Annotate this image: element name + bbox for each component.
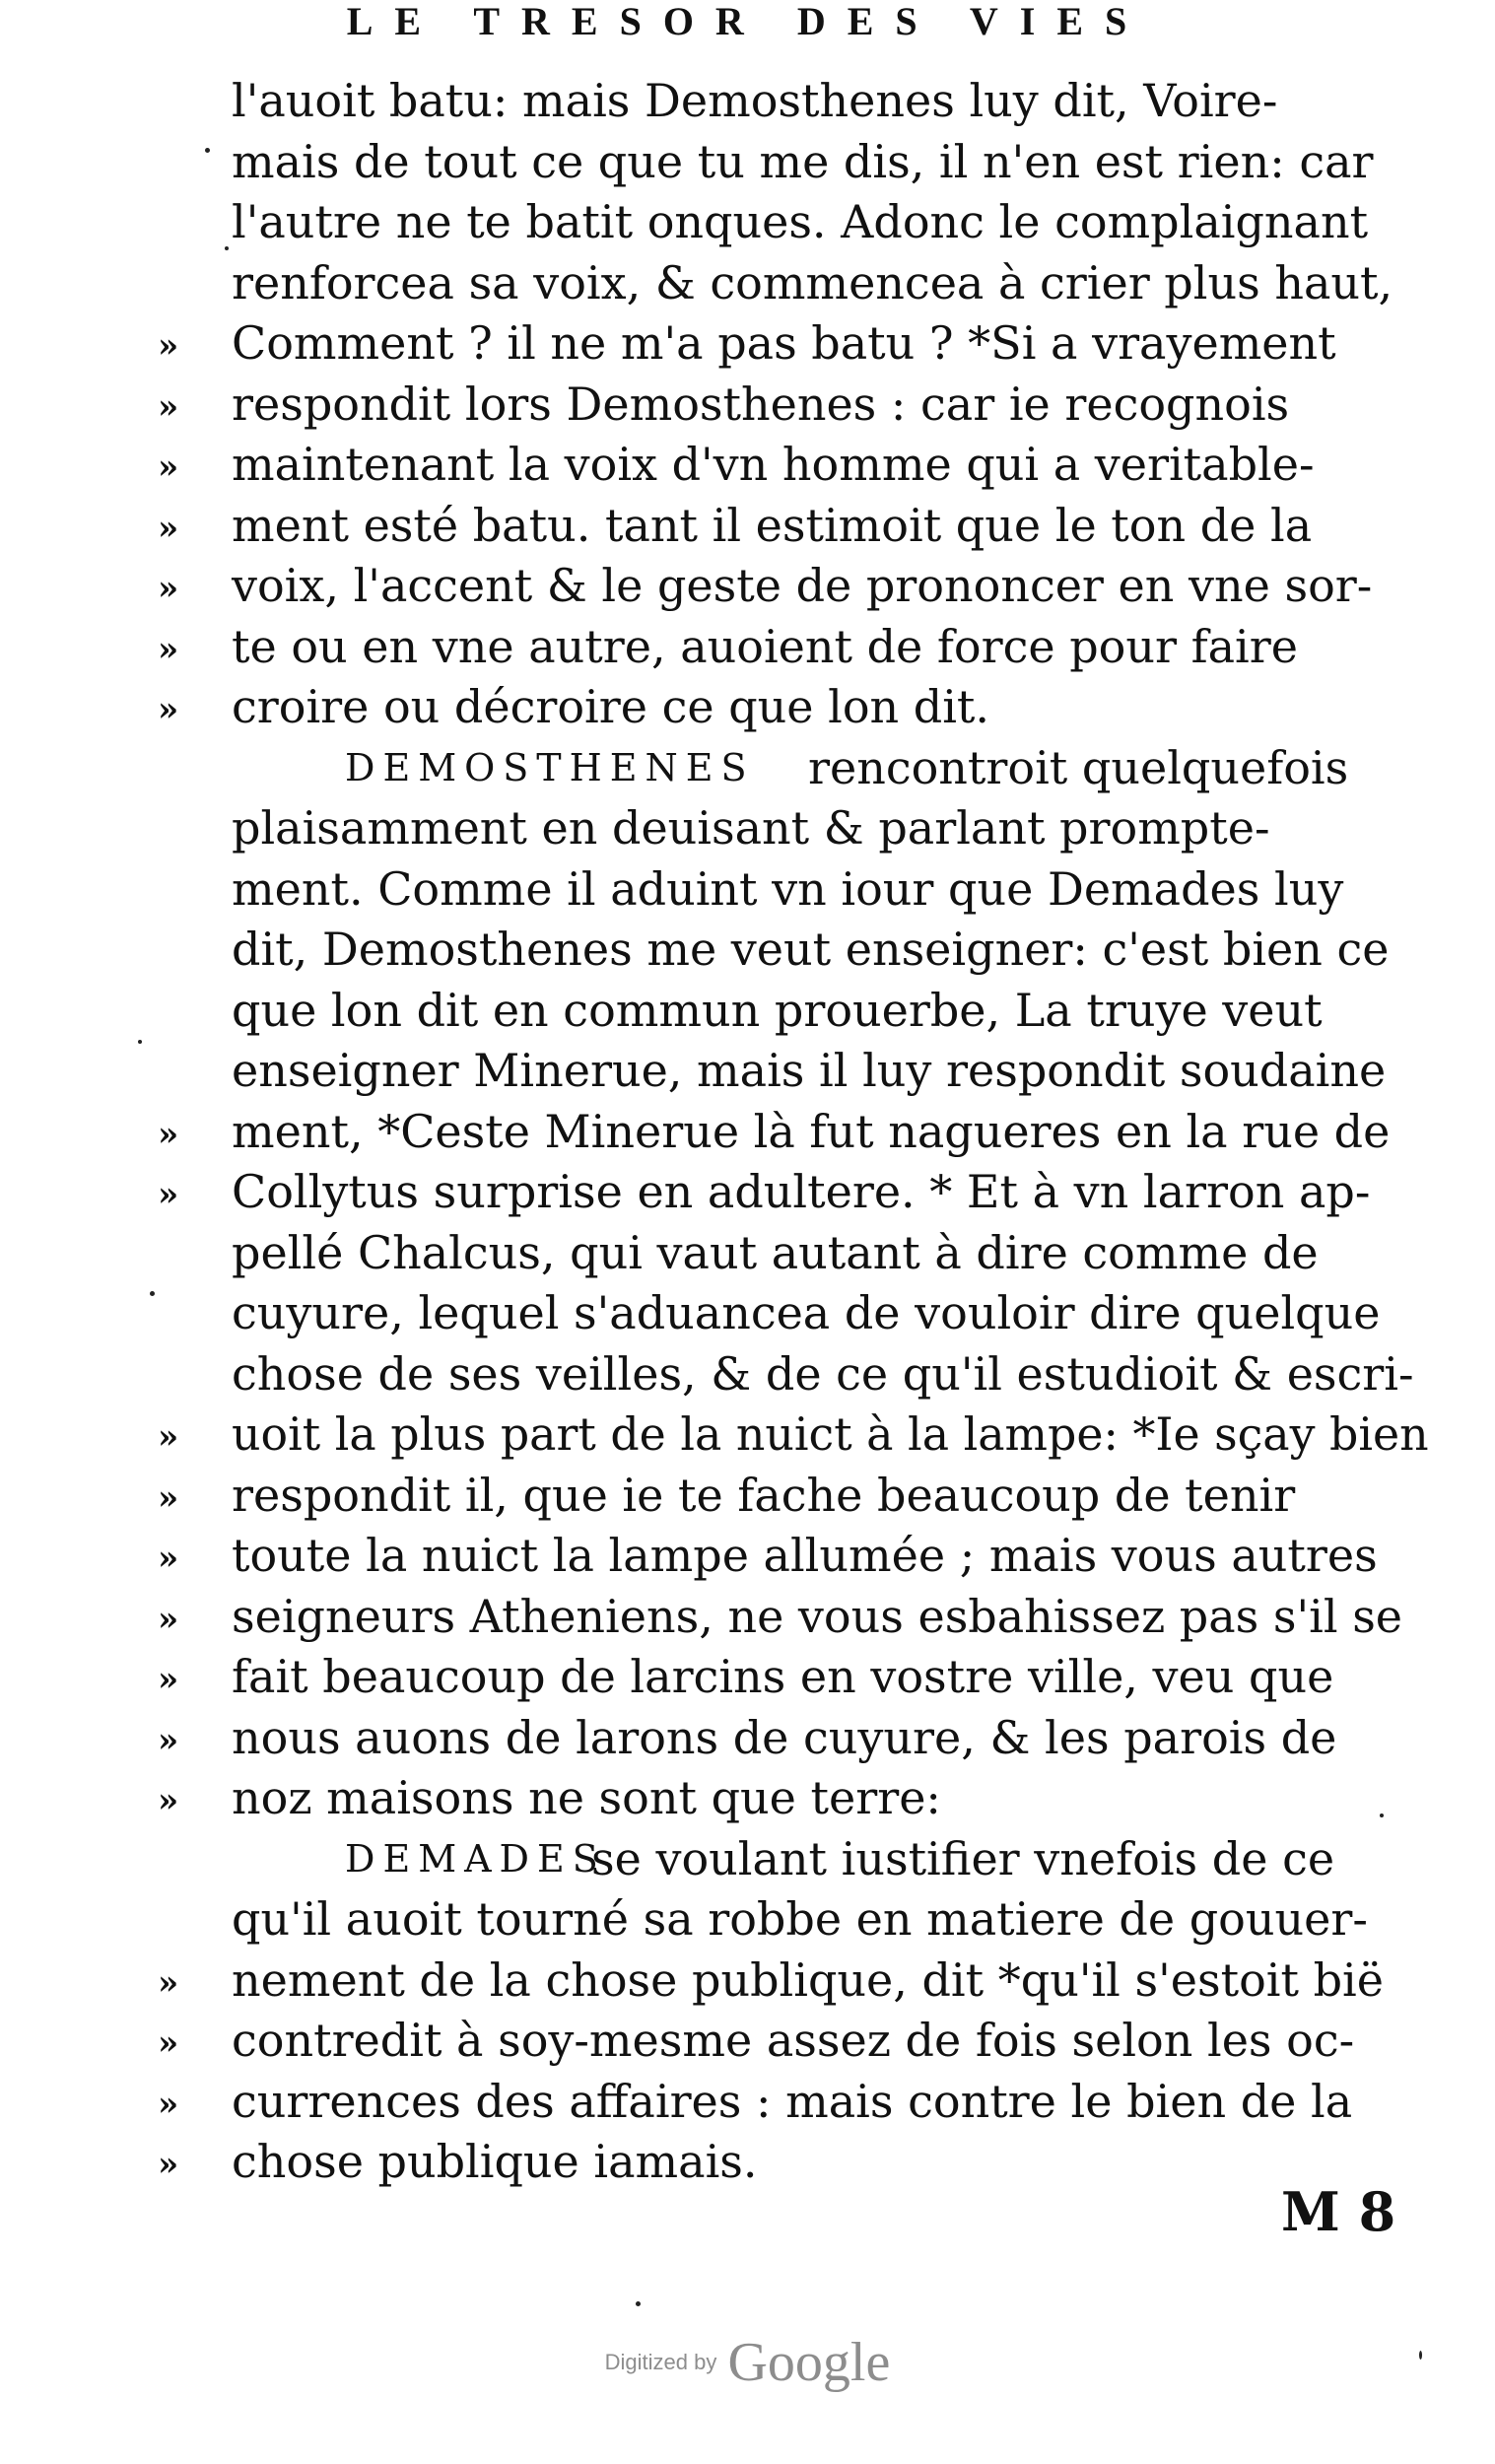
text-line (0, 1283, 1495, 1342)
ink-speck (1380, 1814, 1384, 1817)
text-line (0, 1889, 1495, 1949)
text-line (0, 859, 1495, 919)
attribution-prefix: Digitized by (604, 2350, 717, 2374)
ink-speck (225, 246, 229, 250)
line-text: ment. Comme il aduint vn iour que Demades luy (232, 861, 1344, 916)
ink-speck (138, 1040, 142, 1044)
quote-marker: » (158, 1720, 183, 1760)
line-text: respondit lors Demosthenes : car ie recognois (232, 376, 1290, 431)
text-line (0, 313, 1495, 373)
line-text: renforcea sa voix, & commencea à crier plus haut, (232, 255, 1393, 309)
signature-mark: M 8 (1281, 2180, 1396, 2243)
quote-marker: » (158, 1599, 183, 1639)
text-line (0, 253, 1495, 312)
quote-marker: » (158, 508, 183, 548)
google-logo: Google (727, 2332, 891, 2393)
text-line (0, 192, 1495, 251)
text-line (0, 1951, 1495, 2010)
quote-marker: » (158, 629, 183, 669)
text-line (0, 556, 1495, 615)
text-line (0, 375, 1495, 434)
line-text: te ou en vne autre, auoient de force pour faire (232, 619, 1298, 673)
line-text: nement de la chose publique, dit *qu'il s'estoit bië (232, 1952, 1384, 2007)
line-text: se voulant iustifier vnefois de ce (591, 1831, 1335, 1885)
line-text: fait beaucoup de larcins en vostre ville, veu que (232, 1650, 1334, 1703)
text-line (0, 738, 1495, 797)
line-text: que lon dit en commun prouerbe, La truye veut (232, 983, 1323, 1037)
quote-marker: » (158, 326, 183, 366)
line-text: uoit la plus part de la nuict à la lampe: *Ie sçay bien (232, 1407, 1429, 1461)
line-text: chose publique iamais. (232, 2135, 758, 2188)
line-text: qu'il auoit tourné sa robbe en matiere de gouuer- (232, 1892, 1368, 1946)
line-text: dit, Demosthenes me veut enseigner: c'est bien ce (232, 923, 1390, 976)
text-line (0, 132, 1495, 191)
quote-marker: » (158, 2145, 183, 2184)
line-text: contredit à soy-mesme assez de fois selon les oc- (232, 2014, 1355, 2067)
text-line (0, 1466, 1495, 1525)
text-line (0, 1404, 1495, 1464)
text-line (0, 920, 1495, 979)
quote-marker: » (158, 1417, 183, 1457)
line-text: rencontroit quelquefois (808, 740, 1349, 794)
text-line (0, 1162, 1495, 1221)
line-text: Comment ? il ne m'a pas batu ? *Si a vrayement (232, 316, 1336, 370)
line-text: respondit il, que ie te fache beaucoup de tenir (232, 1468, 1296, 1522)
quote-marker: » (158, 690, 183, 729)
ink-speck (1419, 2351, 1422, 2360)
line-text: toute la nuict la lampe allumée ; mais vous autres (232, 1529, 1378, 1582)
text-line (0, 1223, 1495, 1282)
text-line (0, 981, 1495, 1040)
ink-speck (150, 1291, 155, 1296)
quote-marker: » (158, 1781, 183, 1820)
line-text: maintenant la voix d'vn homme qui a veritable- (232, 438, 1315, 491)
text-line (0, 1587, 1495, 1646)
line-text: voix, l'accent & le geste de prononcer en vne sor- (232, 559, 1373, 612)
line-text: ment, *Ceste Minerue là fut nagueres en la rue de (232, 1104, 1391, 1158)
ink-speck (205, 148, 210, 153)
line-text: cuyure, lequel s'aduancea de vouloir dire quelque (232, 1286, 1381, 1339)
line-text: l'auoit batu: mais Demosthenes luy dit, Voire- (232, 74, 1278, 127)
line-text: nous auons de larons de cuyure, & les parois de (232, 1710, 1337, 1764)
text-line (0, 496, 1495, 555)
line-text: Collytus surprise en adultere. * Et à vn larron ap- (232, 1165, 1371, 1218)
speaker-name: DEMOSTHENES (345, 745, 755, 789)
digitization-attribution (0, 2331, 1495, 2394)
text-line (0, 2011, 1495, 2070)
text-line (0, 798, 1495, 857)
line-text: currences des affaires : mais contre le bien de la (232, 2074, 1353, 2128)
quote-marker: » (158, 1539, 183, 1578)
quote-marker: » (158, 2084, 183, 2124)
line-text: chose de ses veilles, & de ce qu'il estudioit & escri- (232, 1346, 1414, 1401)
line-text: seigneurs Atheniens, ne vous esbahissez pas s'il se (232, 1589, 1403, 1643)
text-line (0, 617, 1495, 676)
running-head: LE TRESOR DES VIES (346, 0, 1149, 43)
line-text: croire ou décroire ce que lon dit. (232, 680, 990, 733)
text-line (0, 1647, 1495, 1706)
text-line (0, 71, 1495, 130)
text-line (0, 677, 1495, 736)
quote-marker: » (158, 1114, 183, 1154)
line-text: pellé Chalcus, qui vaut autant à dire comme de (232, 1225, 1319, 1279)
quote-marker: » (158, 2023, 183, 2063)
quote-marker: » (158, 1962, 183, 2003)
quote-marker: » (158, 1660, 183, 1699)
speaker-name: DEMADES (345, 1836, 606, 1881)
line-text: ment esté batu. tant il estimoit que le ton de la (232, 498, 1313, 552)
text-line (0, 1708, 1495, 1767)
line-text: l'autre ne te batit onques. Adonc le complaignant (232, 195, 1369, 248)
text-line (0, 435, 1495, 494)
text-line (0, 1829, 1495, 1888)
text-line (0, 1526, 1495, 1585)
quote-marker: » (158, 447, 183, 487)
text-line (0, 2072, 1495, 2131)
quote-marker: » (158, 386, 183, 427)
line-text: plaisamment en deuisant & parlant prompte- (232, 801, 1270, 855)
line-text: enseigner Minerue, mais il luy respondit soudaine (232, 1044, 1387, 1097)
quote-marker: » (158, 569, 183, 608)
text-line (0, 1344, 1495, 1403)
line-text: noz maisons ne sont que terre: (232, 1771, 941, 1824)
text-line (0, 1768, 1495, 1827)
text-line (0, 2132, 1495, 2191)
text-line (0, 1041, 1495, 1100)
text-line (0, 1102, 1495, 1161)
ink-speck (636, 2301, 641, 2306)
quote-marker: » (158, 1477, 183, 1518)
quote-marker: » (158, 1175, 183, 1214)
line-text: mais de tout ce que tu me dis, il n'en est rien: car (232, 134, 1374, 188)
